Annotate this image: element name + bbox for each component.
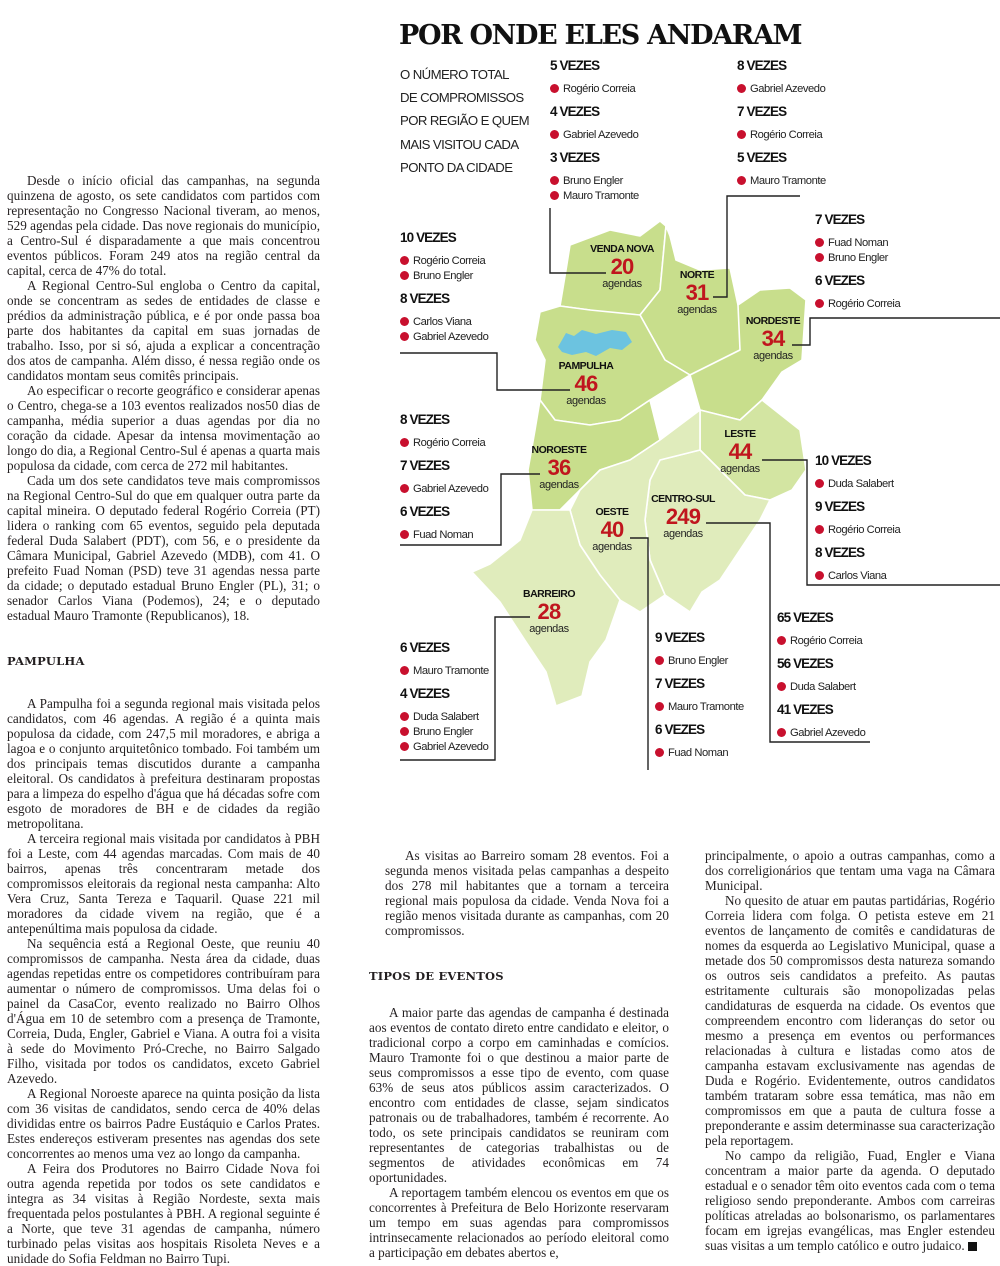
region-label-venda-nova — [590, 243, 654, 291]
region-name: NOROESTE — [531, 444, 587, 456]
region-count: 46 — [574, 371, 598, 396]
region-label-oeste — [592, 506, 631, 554]
visit-count: 7 VEZES — [655, 676, 705, 691]
callout-nordeste — [815, 210, 900, 317]
red-dot-icon — [400, 317, 409, 326]
callout-entry — [400, 684, 489, 755]
callout-entry — [737, 148, 826, 189]
callout-entry — [777, 608, 865, 649]
paragraph: A Regional Noroeste aparece na quinta posição da lista com 36 visitas de candidatos, sendo cerca de 40% delas divididas entre os bairros Padre Eustáquio e Carlos Prates. Estes endereços estiveram presentes nas agendas dos sete concorrentes ao menos uma vez ao longo da campanha. — [7, 1086, 320, 1161]
callout-entry — [400, 410, 488, 451]
region-name: LESTE — [724, 428, 756, 440]
region-label-leste — [720, 428, 759, 476]
intro-line: PONTO DA CIDADE — [400, 159, 513, 175]
candidate-name: Carlos Viana — [413, 316, 472, 328]
red-dot-icon — [737, 130, 746, 139]
region-name: CENTRO-SUL — [651, 493, 715, 505]
red-dot-icon — [400, 484, 409, 493]
candidate-row — [777, 634, 865, 649]
visit-count: 8 VEZES — [400, 412, 450, 427]
region-count: 249 — [665, 504, 701, 529]
candidate-row — [400, 725, 489, 740]
candidate-row — [550, 82, 639, 97]
candidate-name: Mauro Tramonte — [413, 665, 489, 677]
visit-count: 6 VEZES — [400, 640, 450, 655]
candidate-name: Gabriel Azevedo — [563, 129, 639, 141]
candidate-name: Fuad Noman — [413, 529, 474, 541]
red-dot-icon — [400, 712, 409, 721]
candidate-name: Gabriel Azevedo — [750, 83, 826, 95]
visit-count: 4 VEZES — [550, 104, 600, 119]
callout-noroeste — [400, 410, 488, 548]
paragraph: A Pampulha foi a segunda regional mais visitada pelos candidatos, com 46 agendas. A região é a quinta mais populosa da cidade, com 247,5 mil moradores, e abriga a lagoa e o conjunto arquitetônico tombado. Foi também um dos principais temas discutidos durante a campanha eleitoral. Os candidatos à prefeitura destinaram propostas para a limpeza do espelho d'água que há décadas sofre com esgoto de moradores de BH e de cidades da região metropolitana. — [7, 696, 320, 831]
candidate-name: Gabriel Azevedo — [413, 483, 489, 495]
red-dot-icon — [777, 636, 786, 645]
red-dot-icon — [655, 702, 664, 711]
region-count: 20 — [610, 254, 634, 279]
candidate-name: Gabriel Azevedo — [413, 331, 489, 343]
region-count: 28 — [537, 599, 561, 624]
paragraph: Cada um dos sete candidatos teve mais compromissos na Regional Centro-Sul do que em qualquer outra parte da capital mineira. O deputado federal Rogério Correia (PT) lidera o ranking com 65 eventos, seguido pela deputada federal Duda Salabert (PDT), com 56, e o presidente da Câmara Municipal, Gabriel Azevedo (MDB), com 41. O prefeito Fuad Noman (PSD) teve 31 agendas nessa parte da cidade; o deputado estadual Bruno Engler (PL), 31; o senador Carlos Viana (Podemos), 24; e o deputado estadual Mauro Tramonte (Republicanos), 18. — [7, 473, 320, 623]
candidate-row — [400, 710, 489, 725]
callout-entry — [400, 289, 488, 345]
region-unit: agendas — [566, 395, 606, 407]
region-unit: agendas — [720, 463, 760, 475]
candidate-name: Gabriel Azevedo — [790, 727, 866, 739]
callout-entry — [737, 56, 826, 97]
article-column-right — [705, 848, 995, 1253]
red-dot-icon — [400, 271, 409, 280]
candidate-row — [550, 174, 639, 189]
candidate-name: Fuad Noman — [668, 747, 729, 759]
callout-oeste — [655, 628, 744, 766]
region-name: PAMPULHA — [558, 360, 614, 372]
candidate-name: Gabriel Azevedo — [413, 741, 489, 753]
candidate-row — [655, 746, 744, 761]
region-unit: agendas — [602, 278, 642, 290]
visit-count: 7 VEZES — [815, 212, 865, 227]
candidate-row — [400, 315, 488, 330]
paragraph: No campo da religião, Fuad, Engler e Viana concentram a maior parte da agenda. O deputado estadual e o senador têm oito eventos cada com o tema religioso sendo preponderante. Ambos com carreiras políticas atreladas ao bolsonarismo, os parlamentares focam em igrejas evangélicas, mas Engler estendeu suas visitas a um templo católico e outro judaico. — [705, 1148, 995, 1253]
red-dot-icon — [655, 656, 664, 665]
red-dot-icon — [815, 238, 824, 247]
red-dot-icon — [400, 666, 409, 675]
region-label-norte — [677, 269, 716, 317]
candidate-row — [400, 664, 489, 679]
paragraph: A Feira dos Produtores no Bairro Cidade Nova foi outra agenda repetida por todos os sete candidatos e integra as 34 visitas à Região Nordeste, sexta mais frequentada pelos postulantes à PBH. A regional seguinte é a Norte, que teve 31 agendas de campanha, número turbinado pelas visitas aos hospitais Risoleta Neves e a unidade do Sofia Feldman no Bairro Tupi. — [7, 1161, 320, 1266]
callout-entry — [400, 638, 489, 679]
region-unit: agendas — [529, 623, 569, 635]
candidate-name: Rogério Correia — [563, 83, 636, 95]
candidate-row — [777, 726, 865, 741]
candidate-row — [655, 700, 744, 715]
candidate-name: Carlos Viana — [828, 570, 887, 582]
candidate-name: Bruno Engler — [668, 655, 728, 667]
candidate-name: Fuad Noman — [828, 237, 889, 249]
callout-centro-sul — [777, 608, 865, 746]
red-dot-icon — [550, 130, 559, 139]
region-label-barreiro — [523, 588, 575, 636]
candidate-name: Duda Salabert — [413, 711, 479, 723]
region-unit: agendas — [592, 541, 632, 553]
candidate-name: Rogério Correia — [413, 437, 486, 449]
visit-count: 3 VEZES — [550, 150, 600, 165]
article-column-middle-tipos — [369, 1005, 669, 1260]
red-dot-icon — [815, 571, 824, 580]
candidate-row — [550, 189, 639, 204]
visit-count: 4 VEZES — [400, 686, 450, 701]
candidate-row — [815, 477, 900, 492]
article-column-left-pampulha — [7, 696, 320, 1266]
red-dot-icon — [550, 84, 559, 93]
candidate-name: Bruno Engler — [413, 270, 473, 282]
red-dot-icon — [400, 727, 409, 736]
candidate-row — [400, 740, 489, 755]
region-name: OESTE — [595, 506, 629, 518]
region-count: 31 — [685, 280, 709, 305]
visit-count: 41 VEZES — [777, 702, 833, 717]
red-dot-icon — [815, 299, 824, 308]
visit-count: 7 VEZES — [400, 458, 450, 473]
candidate-name: Rogério Correia — [790, 635, 863, 647]
visit-count: 65 VEZES — [777, 610, 833, 625]
visit-count: 10 VEZES — [815, 453, 871, 468]
paragraph: Na sequência está a Regional Oeste, que reuniu 40 compromissos de campanha. Nesta área da cidade, duas agendas repetidas entre os competidores contribuíram para aumentar o número de compromissos. Uma delas foi o painel da CasaCor, evento realizado no Bairro Olhos d'Água em 10 de setembro com a presença de Tramonte, Correia, Duda, Engler, Gabriel e Viana. A outra foi a visita à sede do Movimento Pró-Creche, no Bairro Salgado Filho, visitada por todos os candidatos, exceto Gabriel Azevedo. — [7, 936, 320, 1086]
region-count: 44 — [728, 439, 752, 464]
callout-entry — [815, 543, 900, 584]
candidate-row — [400, 528, 488, 543]
red-dot-icon — [400, 742, 409, 751]
paragraph: A maior parte das agendas de campanha é destinada aos eventos de contato direto entre candidato e eleitor, o tradicional corpo a corpo em caminhadas e comícios. Mauro Tramonte foi o que destinou a maior parte de seus compromissos a esse tipo de evento, com quase 63% de seus atos públicos assim caracterizados. O encontro com entidades de classe, sejam sindicatos patronais ou de trabalhadores, também é recorrente. Ao todo, os sete principais candidatos se reuniram com representantes de categorias trabalhistas ou de segmentos de atividades econômicas em 74 oportunidades. — [369, 1005, 669, 1185]
red-dot-icon — [400, 256, 409, 265]
red-dot-icon — [777, 682, 786, 691]
end-of-article-mark — [968, 1242, 977, 1251]
red-dot-icon — [550, 191, 559, 200]
red-dot-icon — [777, 728, 786, 737]
candidate-name: Mauro Tramonte — [668, 701, 744, 713]
callout-entry — [815, 210, 900, 266]
callout-entry — [400, 502, 488, 543]
callout-entry — [777, 654, 865, 695]
region-count: 34 — [761, 326, 785, 351]
visit-count: 8 VEZES — [400, 291, 450, 306]
paragraph: A Regional Centro-Sul engloba o Centro da capital, onde se concentram as sedes de entidades de classe e prédios da administração pública, e é por onde passa boa parte dos habitantes da capital em suas jornadas de trabalho. Isso, por si só, ajuda a explicar a concentração dos atos de campanha. Além disso, é nessa região onde os candidatos montam seus comitês principais. — [7, 278, 320, 383]
callout-entry — [400, 228, 488, 284]
candidate-row — [737, 174, 826, 189]
paragraph: A reportagem também elencou os eventos em que os concorrentes à Prefeitura de Belo Horizonte reservaram um tempo em suas agendas para compromissos intrinsecamente relacionados ao período eleitoral como a participação em debates abertos e, — [369, 1185, 669, 1260]
candidate-name: Mauro Tramonte — [563, 190, 639, 202]
callout-entry — [815, 451, 900, 492]
candidate-row — [815, 569, 900, 584]
visit-count: 8 VEZES — [737, 58, 787, 73]
region-name: NORDESTE — [745, 315, 801, 327]
intro-line: O NÚMERO TOTAL — [400, 67, 509, 82]
visit-count: 8 VEZES — [815, 545, 865, 560]
callout-barreiro — [400, 638, 489, 760]
candidate-name: Rogério Correia — [750, 129, 823, 141]
candidate-row — [400, 254, 488, 269]
region-unit: agendas — [677, 304, 717, 316]
callout-entry — [655, 720, 744, 761]
candidate-row — [400, 482, 488, 497]
candidate-row — [737, 128, 826, 143]
red-dot-icon — [815, 253, 824, 262]
candidate-row — [655, 654, 744, 669]
visit-count: 56 VEZES — [777, 656, 833, 671]
region-label-noroeste — [532, 444, 587, 492]
paragraph: As visitas ao Barreiro somam 28 eventos. Foi a segunda menos visitada pelas campanhas a despeito dos 278 mil habitantes que a tornam a terceira regional mais populosa da cidade. Venda Nova foi a região menos visitada durante as campanhas, com 20 compromissos. — [385, 848, 669, 938]
candidate-row — [400, 269, 488, 284]
region-unit: agendas — [753, 350, 793, 362]
region-count: 36 — [547, 455, 571, 480]
intro-line: POR REGIÃO E QUEM — [400, 113, 530, 129]
callout-pampulha — [400, 228, 488, 350]
region-name: VENDA NOVA — [590, 243, 654, 255]
infographic-intro — [400, 63, 529, 179]
region-count: 40 — [600, 517, 624, 542]
red-dot-icon — [550, 176, 559, 185]
candidate-row — [815, 236, 900, 251]
callout-entry — [815, 497, 900, 538]
visit-count: 9 VEZES — [815, 499, 865, 514]
article-column-middle-barreiro — [385, 848, 669, 938]
candidate-row — [815, 251, 900, 266]
callout-entry — [550, 148, 639, 204]
visit-count: 5 VEZES — [737, 150, 787, 165]
region-unit: agendas — [539, 479, 579, 491]
callout-venda-nova — [550, 56, 639, 209]
candidate-name: Bruno Engler — [828, 252, 888, 264]
intro-line: MAIS VISITOU CADA — [400, 136, 519, 152]
candidate-name: Duda Salabert — [828, 478, 894, 490]
region-label-nordeste — [746, 315, 800, 363]
region-label-centro-sul — [651, 493, 715, 541]
visit-count: 6 VEZES — [400, 504, 450, 519]
callout-leste — [815, 451, 900, 589]
infographic-title: POR ONDE ELES ANDARAM — [399, 20, 802, 51]
candidate-name: Duda Salabert — [790, 681, 856, 693]
article-column-left-intro — [7, 173, 320, 623]
visit-count: 6 VEZES — [815, 273, 865, 288]
leader-line-nordeste — [792, 318, 1000, 345]
visit-count: 6 VEZES — [655, 722, 705, 737]
candidate-name: Rogério Correia — [413, 255, 486, 267]
section-heading-pampulha: PAMPULHA — [7, 654, 85, 668]
callout-entry — [550, 102, 639, 143]
candidate-row — [400, 436, 488, 451]
red-dot-icon — [400, 438, 409, 447]
paragraph: A terceira regional mais visitada por candidatos à PBH foi a Leste, com 44 agendas marcadas. Com mais de 40 bairros, apenas três concentraram metade dos compromissos eleitorais da regional nesta campanha: Alto Vera Cruz, Santa Tereza e Taquaril. Quase 221 mil moradores da cidade vivem na região, que é a antepenúltima mais populosa da cidade. — [7, 831, 320, 936]
paragraph: principalmente, o apoio a outras campanhas, como a dos correligionários que tentam uma vaga na Câmara Municipal. — [705, 848, 995, 893]
red-dot-icon — [737, 84, 746, 93]
visit-count: 5 VEZES — [550, 58, 600, 73]
red-dot-icon — [655, 748, 664, 757]
candidate-row — [815, 297, 900, 312]
red-dot-icon — [400, 530, 409, 539]
paragraph: Ao especificar o recorte geográfico e considerar apenas o Centro, chega-se a 103 eventos realizados nos50 dias de campanha, média superior a duas agendas por dia no coração da cidade. Apesar da intensa movimentação ao longo do dia, a Regional Centro-Sul é apenas a quarta mais populosa da cidade, com cerca de 272 mil habitantes. — [7, 383, 320, 473]
callout-entry — [550, 56, 639, 97]
candidate-name: Mauro Tramonte — [750, 175, 826, 187]
red-dot-icon — [400, 332, 409, 341]
candidate-name: Rogério Correia — [828, 298, 901, 310]
candidate-row — [777, 680, 865, 695]
candidate-name: Rogério Correia — [828, 524, 901, 536]
visit-count: 9 VEZES — [655, 630, 705, 645]
callout-entry — [737, 102, 826, 143]
callout-norte — [737, 56, 826, 194]
callout-entry — [400, 456, 488, 497]
intro-line: DE COMPROMISSOS — [400, 90, 524, 106]
red-dot-icon — [815, 525, 824, 534]
candidate-row — [400, 330, 488, 345]
candidate-row — [550, 128, 639, 143]
candidate-row — [737, 82, 826, 97]
region-unit: agendas — [663, 528, 703, 540]
candidate-name: Bruno Engler — [563, 175, 623, 187]
callout-entry — [655, 628, 744, 669]
callout-entry — [815, 271, 900, 312]
callout-entry — [655, 674, 744, 715]
candidate-row — [815, 523, 900, 538]
red-dot-icon — [737, 176, 746, 185]
callout-entry — [777, 700, 865, 741]
region-name: NORTE — [679, 269, 715, 281]
region-label-pampulha — [559, 360, 614, 408]
candidate-name: Bruno Engler — [413, 726, 473, 738]
visit-count: 10 VEZES — [400, 230, 456, 245]
red-dot-icon — [815, 479, 824, 488]
paragraph: No quesito de atuar em pautas partidárias, Rogério Correia lidera com folga. O petista esteve em 21 eventos de lançamento de comitês e candidaturas de nomes da esquerda ao Legislativo Municipal, quase a metade dos 50 compromissos desta natureza somando os outros seis candidatos a prefeito. As pautas estritamente culturais são monopolizadas pelas candidaturas de esquerda na cidade. Os eventos que compreendem encontro com lideranças do setor ou mesmo a presença em eventos ou performances relacionadas à cultura e listadas como atos de campanha estavam exclusivamente nas agendas de Duda e Rogério. Evidentemente, outros candidatos também trataram sobre essa temática, mas não em compromissos em que a pauta de cultura fosse a preponderante e assim determinasse sua caracterização pela reportagem. — [705, 893, 995, 1148]
visit-count: 7 VEZES — [737, 104, 787, 119]
paragraph: Desde o início oficial das campanhas, na segunda quinzena de agosto, os sete candidatos com partidos com representação no Congresso Nacional tiveram, ao menos, 529 agendas pela cidade. Das nove regionais do município, a Centro-Sul é disparadamente a que mais concentrou eventos públicos. Foram 249 atos na região central da capital, cerca de 47% do total. — [7, 173, 320, 278]
section-heading-tipos-de-eventos: TIPOS DE EVENTOS — [369, 969, 504, 983]
region-name: BARREIRO — [522, 588, 576, 600]
